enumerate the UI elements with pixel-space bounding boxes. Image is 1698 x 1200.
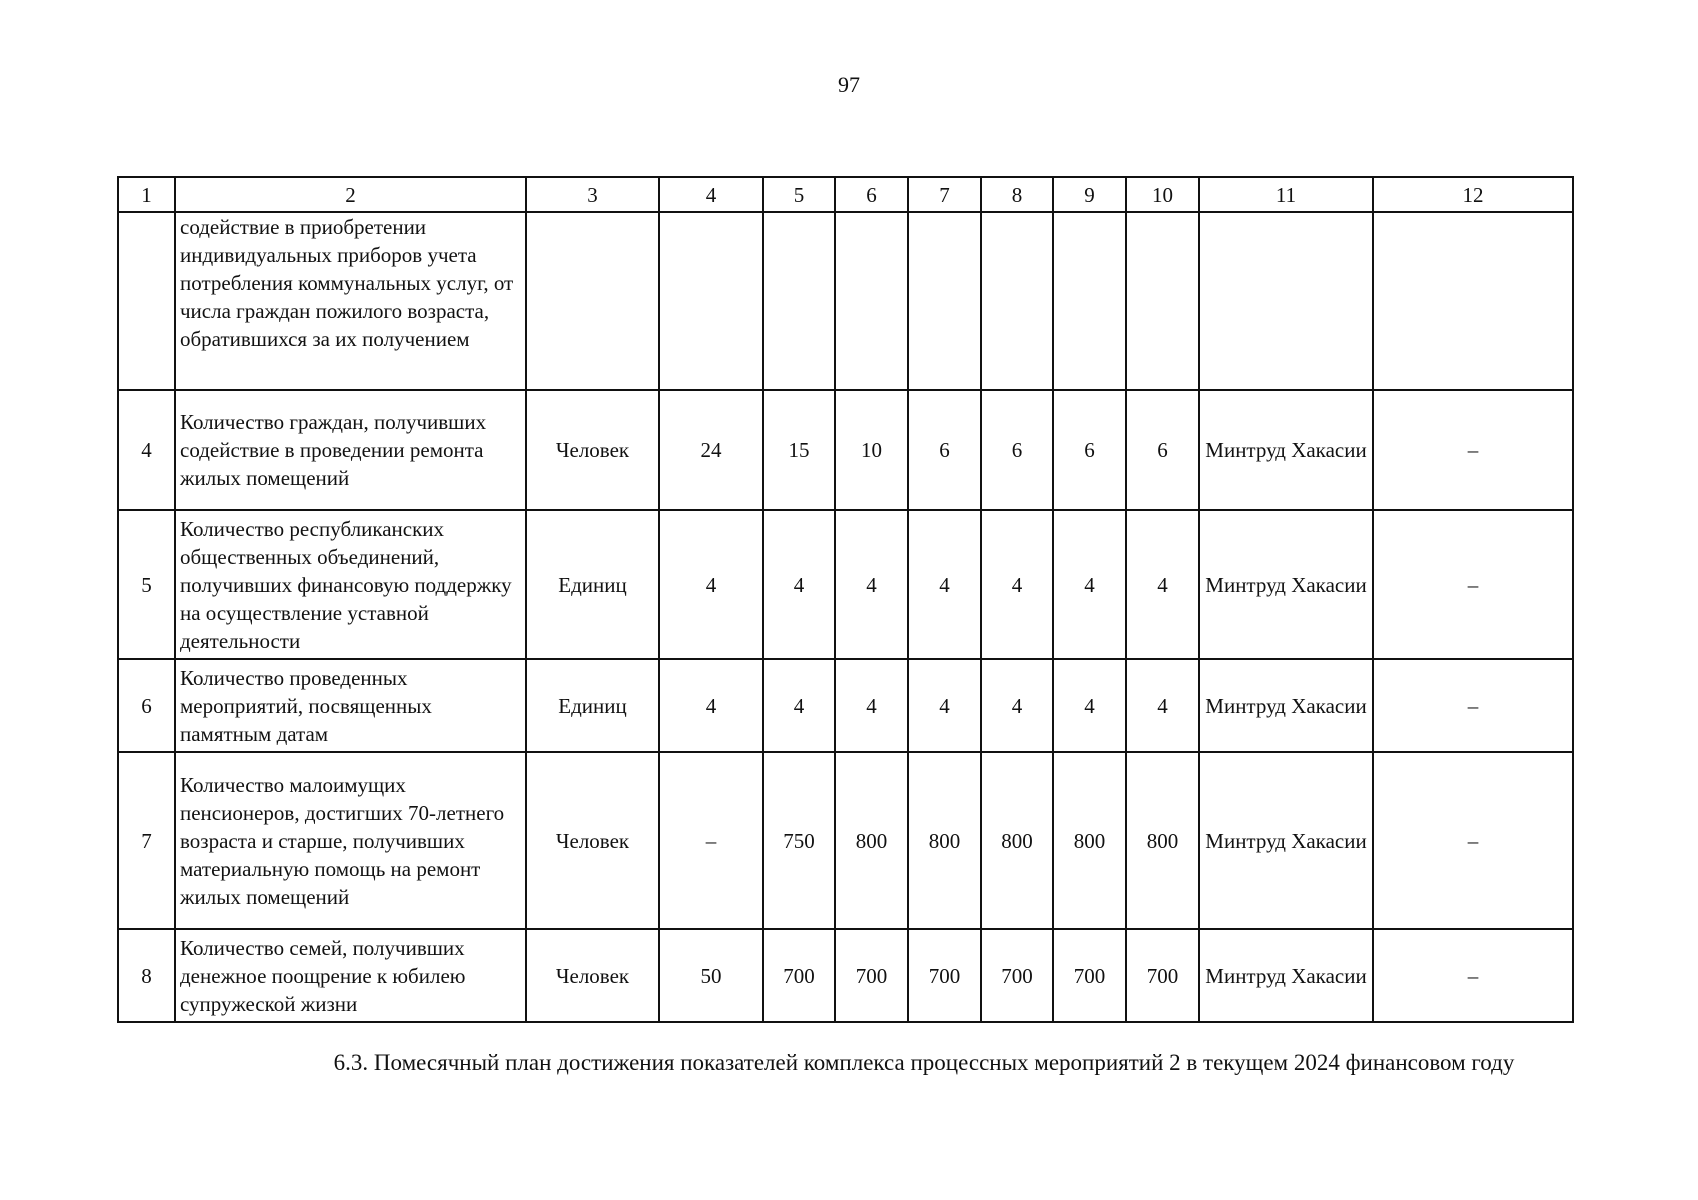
- header-cell: 6: [835, 177, 908, 212]
- value-cell: 4: [981, 659, 1053, 752]
- value-cell: 750: [763, 752, 835, 929]
- indicator-name: Количество малоимущих пенсионеров, достигших 70-летнего возраста и старше, получивших материальную помощь на ремонт жилых помещений: [175, 752, 526, 929]
- value-cell: 700: [763, 929, 835, 1022]
- responsible-cell: Минтруд Хакасии: [1199, 752, 1373, 929]
- row-number: 5: [118, 510, 175, 659]
- value-cell: 800: [1126, 752, 1199, 929]
- value-cell: [908, 212, 981, 390]
- value-cell: 24: [659, 390, 763, 510]
- value-cell: [763, 212, 835, 390]
- value-cell: 6: [1126, 390, 1199, 510]
- indicators-table-container: [117, 176, 1572, 1023]
- header-cell: 11: [1199, 177, 1373, 212]
- value-cell: 800: [981, 752, 1053, 929]
- value-cell: 4: [835, 510, 908, 659]
- value-cell: [981, 212, 1053, 390]
- table-row: [118, 212, 1573, 390]
- value-cell: 6: [981, 390, 1053, 510]
- row-number: 6: [118, 659, 175, 752]
- value-cell: 4: [763, 510, 835, 659]
- indicators-table: [117, 176, 1574, 1023]
- value-cell: 700: [1053, 929, 1126, 1022]
- value-cell: 4: [981, 510, 1053, 659]
- value-cell: 800: [1053, 752, 1126, 929]
- unit-cell: Человек: [526, 752, 659, 929]
- header-cell: 12: [1373, 177, 1573, 212]
- indicator-name: Количество проведенных мероприятий, посвященных памятным датам: [175, 659, 526, 752]
- table-row: [118, 390, 1573, 510]
- header-cell: 9: [1053, 177, 1126, 212]
- value-cell: 4: [1126, 510, 1199, 659]
- header-cell: 3: [526, 177, 659, 212]
- value-cell: 50: [659, 929, 763, 1022]
- section-caption: 6.3. Помесячный план достижения показателей комплекса процессных мероприятий 2 в текущем 2024 финансовом году: [333, 1050, 1515, 1075]
- unit-cell: Единиц: [526, 510, 659, 659]
- value-cell: [1053, 212, 1126, 390]
- header-cell: 8: [981, 177, 1053, 212]
- row-number: 8: [118, 929, 175, 1022]
- value-cell: 4: [1126, 659, 1199, 752]
- responsible-cell: Минтруд Хакасии: [1199, 659, 1373, 752]
- header-cell: 10: [1126, 177, 1199, 212]
- value-cell: 4: [659, 510, 763, 659]
- value-cell: 4: [763, 659, 835, 752]
- responsible-cell: [1199, 212, 1373, 390]
- row-number: 7: [118, 752, 175, 929]
- header-cell: 7: [908, 177, 981, 212]
- value-cell: 6: [1053, 390, 1126, 510]
- value-cell: 6: [908, 390, 981, 510]
- value-cell: 800: [835, 752, 908, 929]
- table-row: [118, 510, 1573, 659]
- column-12-cell: –: [1373, 929, 1573, 1022]
- unit-cell: Человек: [526, 929, 659, 1022]
- value-cell: 4: [908, 510, 981, 659]
- table-row: [118, 929, 1573, 1022]
- column-12-cell: [1373, 212, 1573, 390]
- value-cell: 4: [659, 659, 763, 752]
- table-row: [118, 659, 1573, 752]
- header-cell: 1: [118, 177, 175, 212]
- responsible-cell: Минтруд Хакасии: [1199, 510, 1373, 659]
- value-cell: 700: [908, 929, 981, 1022]
- column-12-cell: –: [1373, 659, 1573, 752]
- unit-cell: [526, 212, 659, 390]
- header-cell: 5: [763, 177, 835, 212]
- indicator-name: Количество семей, получивших денежное поощрение к юбилею супружеской жизни: [175, 929, 526, 1022]
- indicator-name: Количество граждан, получивших содействие в проведении ремонта жилых помещений: [175, 390, 526, 510]
- column-12-cell: –: [1373, 390, 1573, 510]
- value-cell: [1126, 212, 1199, 390]
- value-cell: 700: [835, 929, 908, 1022]
- value-cell: 4: [835, 659, 908, 752]
- header-cell: 2: [175, 177, 526, 212]
- value-cell: 15: [763, 390, 835, 510]
- indicator-name: Количество республиканских общественных объединений, получивших финансовую поддержку на осуществление уставной деятельности: [175, 510, 526, 659]
- unit-cell: Единиц: [526, 659, 659, 752]
- value-cell: 700: [981, 929, 1053, 1022]
- row-number: [118, 212, 175, 390]
- value-cell: 4: [1053, 510, 1126, 659]
- responsible-cell: Минтруд Хакасии: [1199, 390, 1373, 510]
- table-row: [118, 752, 1573, 929]
- page-number: 97: [838, 72, 860, 97]
- header-cell: 4: [659, 177, 763, 212]
- unit-cell: Человек: [526, 390, 659, 510]
- table-header-row: [118, 177, 1573, 212]
- value-cell: 10: [835, 390, 908, 510]
- value-cell: [835, 212, 908, 390]
- value-cell: –: [659, 752, 763, 929]
- column-12-cell: –: [1373, 752, 1573, 929]
- row-number: 4: [118, 390, 175, 510]
- value-cell: 800: [908, 752, 981, 929]
- value-cell: [659, 212, 763, 390]
- value-cell: 4: [1053, 659, 1126, 752]
- value-cell: 700: [1126, 929, 1199, 1022]
- indicator-name: содействие в приобретении индивидуальных приборов учета потребления коммунальных услуг, от числа граждан пожилого возраста, обратившихся за их получением: [175, 212, 526, 390]
- column-12-cell: –: [1373, 510, 1573, 659]
- responsible-cell: Минтруд Хакасии: [1199, 929, 1373, 1022]
- value-cell: 4: [908, 659, 981, 752]
